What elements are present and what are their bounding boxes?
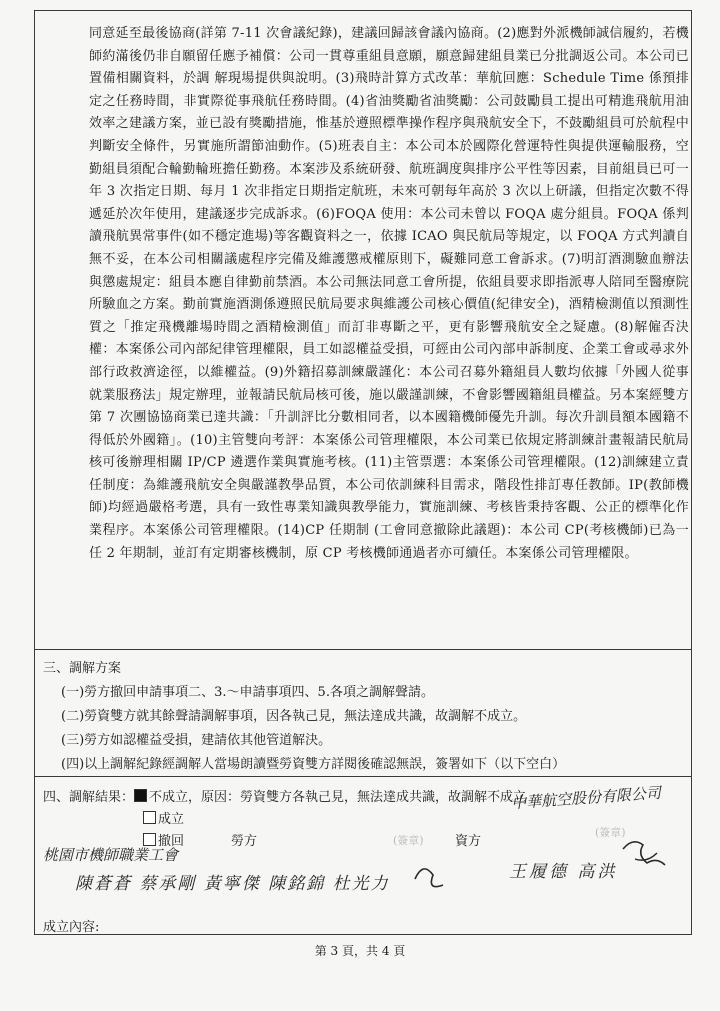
continuation-text: 同意延至最後協商(詳第 7-11 次會議紀錄)，建議回歸該會議內協商。(2)應對外派機師誠信履約，若機師約滿後仍非自願留任應予補償：公司一貫尊重組員意願，願意歸建組員業已分批調返公司。本公司已置備相關資料，於調 解現場提供與說明。(3)飛時計算方式改革：華航回應：Schedule Time 係預排定之任務時間，非實際從事飛航任務時間。(4)省油獎勵省油獎勵：公司鼓勵員工提出可精進飛航用油效率之建議方案，並已設有獎勵措施，惟基於遵照標準操作程序與飛航安全下，不鼓勵組員可於航程中判斷安全條件，另實施所謂節油動作。(5)班表自主：本公司本於國際化營運特性與提供運輸服務，空勤組員須配合輪勤輪班擔任勤務。本案涉及系統研發、航班調度與排序公平性等因素，目前組員已可一年 3 次指定日期、每月 1 次非指定日期指定航班，未來可朝每年高於 3 次以上研議，但指定次數不得遞延於次年使用，建議逐步完成訴求。(6)FOQA 使用：本公司未曾以 FOQA 處分組員。FOQA 係判讀飛航異常事件(如不穩定進場)等客觀資料之一，依據 ICAO 與民航局等規定，以 FOQA 方式判讀自無不妥，在本公司相關議處程序完備及維護懲戒權原則下，礙難同意工會訴求。(7)明訂酒測驗血辦法與懲處規定：組員本應自律勤前禁酒。本公司無法同意工會所提，依組員要求即指派專人陪同至醫療院所驗血之方案。勤前實施酒測係遵照民航局要求與維護公司核心價值(紀律安全)，酒精檢測值以預測性質之「推定飛機離場時間之酒精檢測值」而訂非專斷之平，更有影響飛航安全之疑慮。(8)解僱否決權：本案係公司內部紀律管理權限，員工如認權益受損，可經由公司內部申訴制度、企業工會或尋求外部行政救濟途徑，以維權益。(9)外籍招募訓練嚴謹化：本公司召募外籍組員人數均依據「外國人從事就業服務法」規定辦理，並報請民航局核可後，施以嚴謹訓練，不會影響國籍組員權益。另本案經雙方第 7 次團協協商業已達共識：「升訓評比分數相同者，以本國籍機師優先升訓。每次升訓員額本國籍不得低於外國籍」。(10)主管雙向考評：本案係公司管理權限，本公司業已依規定將訓練計畫報請民航局核可後辦理相關 IP/CP 遴選作業與實施考核。(11)主管票選：本案係公司管理權限。(12)訓練建立責任制度：為維護飛航安全與嚴謹教學品質，本公司依訓練科目需求，階段性排訂專任教師。IP(教師機師)均經過嚴格考選，具有一致性專業知識與教學能力，實施訓練、考核皆秉持客觀、公正的標準化作業程序。本案係公司管理權限。(14)CP 任期制 (工會同意撤除此議題)：本公司 CP(考核機師)已為一任 2 年期制，並訂有定期審核機制，原 CP 考核機師通過者亦可續任。本案係公司管理權限。	[89, 26, 689, 561]
signature-flourish	[623, 842, 665, 865]
management-label: 資方	[455, 834, 482, 849]
signature-flourish	[415, 869, 443, 887]
union-signature: 桃園市機師職業工會	[43, 846, 179, 864]
established-content-label: 成立內容:	[43, 920, 100, 935]
plan-item: (二)勞資雙方就其餘聲請調解事項，因各執己見，無法達成共識，故調解不成立。	[61, 709, 527, 724]
page-number: 第 3 頁，共 4 頁	[314, 944, 406, 958]
signature-flourish	[635, 853, 657, 860]
plan-item: (四)以上調解紀錄經調解人當場朗讀暨勞資雙方詳閱後確認無誤，簽署如下（以下空白）	[61, 757, 566, 772]
stamp-hint: (簽章)	[595, 826, 626, 839]
result-label: 四、調解結果：	[43, 790, 135, 805]
result-selected-text: 不成立，原因：勞資雙方各執己見，無法達成共識，故調解不成立	[149, 790, 527, 805]
company-signature: 中華航空股份有限公司	[510, 783, 662, 813]
management-signatures: 王履德 高洪	[509, 862, 618, 882]
labor-signatures: 陳蒼蒼 蔡承剛 黃寧傑 陳銘錦 杜光力	[75, 874, 390, 894]
option-established: 成立	[143, 808, 184, 827]
plan-title: 三、調解方案	[43, 661, 122, 676]
option-withdrawn: 撤回	[143, 830, 184, 849]
stamp-hint: (簽章)	[393, 834, 424, 847]
plan-item: (一)勞方撤回申請事項二、3.～申請事項四、5.各項之調解聲請。	[61, 685, 434, 700]
handwriting-strokes	[35, 11, 691, 934]
record-frame	[34, 10, 692, 935]
labor-label: 勞方	[231, 834, 258, 849]
plan-item: (三)勞方如認權益受損，建請依其他管道解決。	[61, 733, 332, 748]
